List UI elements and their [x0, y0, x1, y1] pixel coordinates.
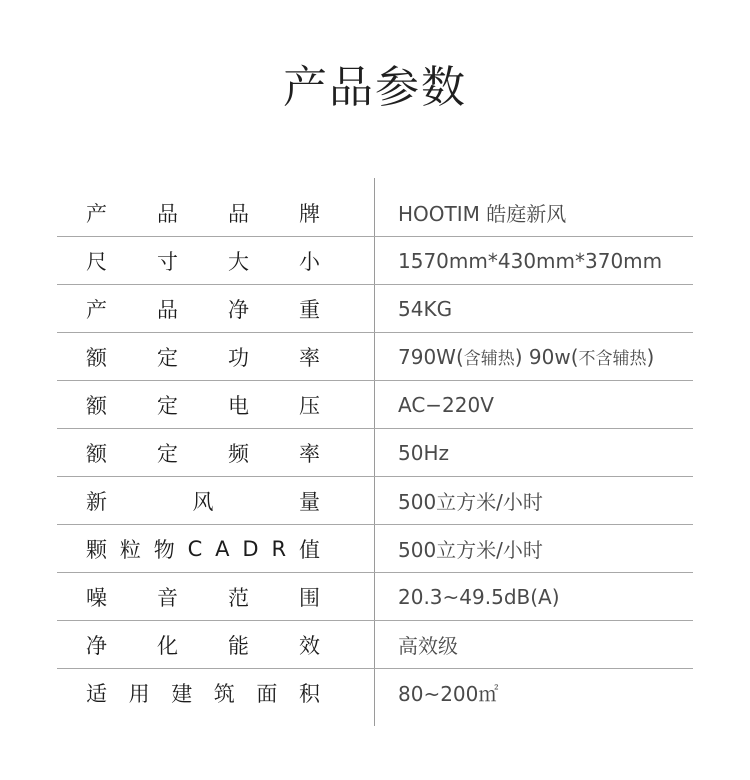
page-title: 产品参数	[283, 62, 467, 113]
label-char: 新	[86, 489, 107, 514]
label-char: 小	[299, 249, 320, 274]
label-char: 牌	[299, 201, 320, 226]
label-char: 物	[153, 537, 175, 562]
spec-label	[86, 381, 320, 428]
spec-label	[86, 285, 320, 332]
label-char: 效	[299, 633, 320, 658]
label-char: 大	[228, 249, 249, 274]
label-char: 范	[228, 585, 249, 610]
spec-row-cadr	[57, 525, 693, 573]
spec-value: 1570mm*430mm*370mm	[398, 248, 663, 273]
label-char: 额	[86, 393, 107, 418]
label-char: 电	[228, 393, 249, 418]
label-char: 能	[228, 633, 249, 658]
spec-label	[86, 429, 320, 476]
label-char: 重	[299, 297, 320, 322]
label-char: 定	[157, 345, 178, 370]
spec-label	[86, 333, 320, 380]
label-char: 寸	[157, 249, 178, 274]
label-char: 粒	[119, 537, 141, 562]
label-char: 建	[171, 681, 193, 706]
label-char: 产	[86, 297, 107, 322]
label-char: 用	[128, 681, 150, 706]
label-char: 风	[192, 489, 214, 514]
label-char: 值	[298, 537, 320, 562]
spec-value: 20.3~49.5dB(A)	[398, 584, 560, 609]
label-char: 颗	[86, 537, 107, 562]
spec-row-area	[57, 669, 693, 717]
value-part: ) 90w(	[514, 344, 579, 369]
value-part: 790W(	[398, 344, 464, 369]
label-char: 音	[157, 585, 178, 610]
label-char: C	[187, 536, 203, 561]
spec-label	[86, 237, 320, 284]
spec-value: 50Hz	[398, 440, 449, 465]
spec-value: 80~200㎡	[398, 682, 499, 706]
spec-row-noise	[57, 573, 693, 621]
spec-row-weight	[57, 285, 693, 333]
value-part: )	[646, 344, 655, 369]
value-part: 含辅热	[463, 349, 515, 369]
spec-label	[86, 477, 320, 524]
spec-label	[86, 525, 320, 572]
spec-value: HOOTIM 皓庭新风	[398, 202, 567, 226]
spec-table	[57, 189, 693, 717]
label-char: 品	[157, 201, 178, 226]
spec-value: 500立方米/小时	[398, 490, 543, 514]
label-char: D	[242, 536, 259, 561]
label-char: 量	[299, 489, 320, 514]
spec-value	[398, 333, 654, 380]
label-char: 化	[157, 633, 178, 658]
label-char: 品	[157, 297, 178, 322]
label-char: 净	[228, 297, 249, 322]
label-char: 压	[299, 393, 320, 418]
spec-row-size	[57, 237, 693, 285]
label-char: 净	[86, 633, 107, 658]
label-char: 频	[228, 441, 249, 466]
spec-row-power	[57, 333, 693, 381]
label-char: 品	[228, 201, 249, 226]
spec-label	[86, 621, 320, 668]
spec-row-airflow	[57, 477, 693, 525]
label-char: 积	[298, 681, 320, 706]
label-char: R	[271, 536, 287, 561]
label-char: 筑	[213, 681, 235, 706]
label-char: A	[215, 536, 230, 561]
label-char: 定	[157, 441, 178, 466]
label-char: 功	[228, 345, 249, 370]
spec-row-brand	[57, 189, 693, 237]
label-char: 面	[256, 681, 278, 706]
spec-label	[86, 669, 320, 716]
value-part: 不含辅热	[578, 349, 647, 369]
spec-value: 54KG	[398, 296, 453, 321]
label-char: 尺	[86, 249, 107, 274]
label-char: 围	[299, 585, 320, 610]
spec-label	[86, 189, 320, 236]
label-char: 噪	[86, 585, 107, 610]
label-char: 额	[86, 345, 107, 370]
spec-value: 500立方米/小时	[398, 538, 543, 562]
label-char: 率	[299, 345, 320, 370]
spec-row-efficiency	[57, 621, 693, 669]
spec-row-voltage	[57, 381, 693, 429]
label-char: 率	[299, 441, 320, 466]
spec-row-frequency	[57, 429, 693, 477]
spec-label	[86, 573, 320, 620]
spec-value: 高效级	[398, 634, 458, 658]
label-char: 产	[86, 201, 107, 226]
spec-value: AC−220V	[398, 392, 494, 417]
label-char: 额	[86, 441, 107, 466]
label-char: 适	[86, 681, 107, 706]
label-char: 定	[157, 393, 178, 418]
